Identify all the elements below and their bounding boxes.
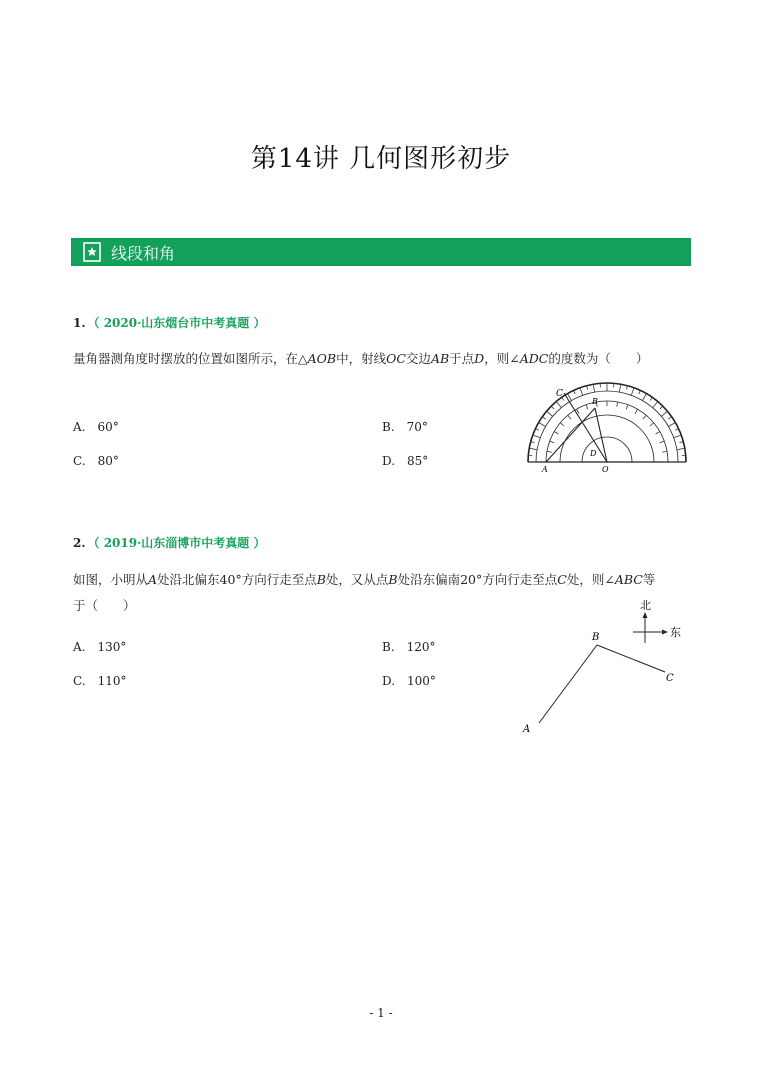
bookmark-star-icon: [83, 242, 101, 262]
figure2-label-a: A: [523, 724, 531, 735]
question-1-source: （ 2020·山东烟台市中考真题 ）: [87, 316, 266, 330]
question-1-text: 量角器测角度时摆放的位置如图所示，在△AOB中，射线OC交边AB于点D，则∠ADC的度数为（ ）: [73, 351, 649, 366]
question-1-option-a[interactable]: A. 60°: [73, 420, 119, 434]
figure2-label-c: C: [666, 673, 674, 684]
question-2-option-b[interactable]: B. 120°: [382, 640, 436, 654]
page-number: - 1 -: [369, 1006, 393, 1020]
section-header: [71, 238, 691, 266]
question-2-number: 2.: [73, 536, 86, 550]
question-1-header: [73, 314, 265, 331]
question-1-option-c[interactable]: C. 80°: [73, 454, 119, 468]
question-1-option-b[interactable]: B. 70°: [382, 420, 428, 434]
page-title: 第14讲 几何图形初步: [250, 144, 512, 174]
section-title: 线段和角: [111, 243, 176, 263]
question-2-option-c[interactable]: C. 110°: [73, 674, 127, 688]
direction-figure: [515, 595, 705, 740]
figure1-label-c: C: [556, 389, 563, 399]
figure2-north-label: 北: [640, 599, 651, 612]
question-2-option-a[interactable]: A. 130°: [73, 640, 127, 654]
question-1-number: 1.: [73, 316, 86, 330]
figure1-label-d: D: [590, 449, 597, 458]
figure2-label-b: B: [592, 632, 600, 643]
figure2-east-label: 东: [670, 626, 681, 639]
question-1-option-d[interactable]: D. 85°: [382, 454, 429, 468]
question-2-option-d[interactable]: D. 100°: [382, 674, 436, 688]
question-2-text: 如图，小明从A处沿北偏东40°方向行走至点B处，又从点B处沿东偏南20°方向行走至点C处，则∠ABC等 于（ ）: [73, 572, 656, 613]
figure1-label-b: B: [592, 397, 598, 406]
figure1-label-a: A: [542, 465, 548, 474]
figure1-label-o: O: [602, 465, 609, 474]
question-2-source: （ 2019·山东淄博市中考真题 ）: [87, 536, 266, 550]
protractor-figure: [520, 380, 695, 475]
question-2-header: [73, 534, 265, 551]
